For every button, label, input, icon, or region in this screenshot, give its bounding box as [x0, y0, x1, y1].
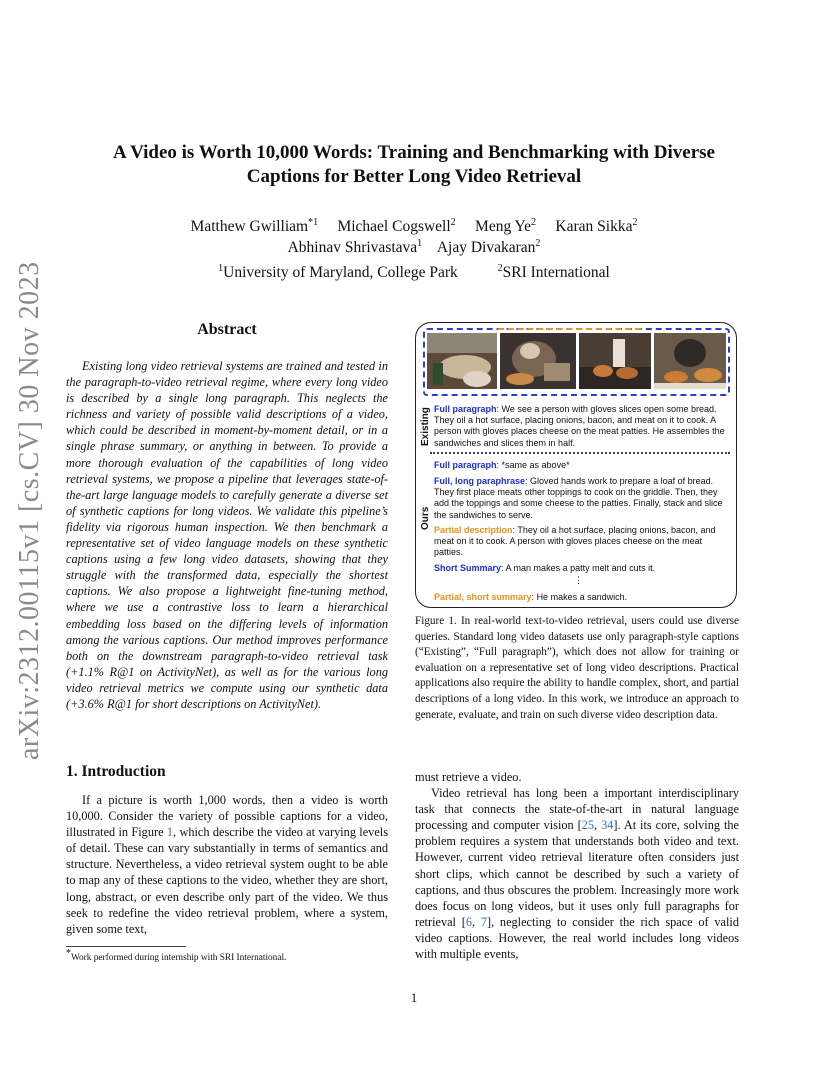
author-name: Matthew Gwilliam: [190, 218, 309, 235]
ours-paraphrase: Full, long paraphrase: Gloved hands work to prepare a loaf of bread. They first place meats other toppings to cook on the griddle. Then, they add the toppings and some cheese to the patties. Finally, stack and slice the sandwiches to serve.: [434, 476, 723, 520]
author-line-1: Matthew Gwilliam$^{*1}$ Michael Cogswell$^2$ Meng Ye$^2$ Karan Sikka$^2$: [190, 216, 638, 235]
affiliations: [60, 264, 768, 282]
figure-reference-link[interactable]: 1: [166, 825, 174, 840]
intro-paragraph: If a picture is worth 1,000 words, then a video is worth 10,000. Consider the variety of possible captions for a video, illustrated in Figure 1, which describe the video at varying levels of detail. These can vary substantially in terms of semantics and structure. Nevertheless, a video retrieval system ought to be able to map any of these captions to the video, whether they are short, long, abstract, or even describe only part of the video. We thus seek to redefine the video retrieval problem, where a system, given some text,: [66, 793, 388, 936]
existing-label: Existing: [420, 407, 431, 446]
citation-link[interactable]: 6: [465, 914, 472, 929]
abstract-text: Existing long video retrieval systems are trained and tested in the paragraph-to-video retrieval regime, where every long video is described by a single long paragraph. This neglects the richness and variety of possible valid descriptions of a video, which could be described in moment-by-moment detail, or in a single phrase summary, or anything in between. To provide a more thorough evaluation of the capabilities of long video retrieval systems, we propose a pipeline that leverages state-of-the-art large language models to carefully generate a diverse set of synthetic captions for long videos. We validate this pipeline’s fidelity via rigorous human inspection. We then benchmark a representative set of video language models on these synthetic captions using a few long video datasets, showing that they struggle with the transformed data, especially the shortest captions. We also propose a lightweight fine-tuning method, where we use a contrastive loss to learn a hierarchical embedding loss based on the differing levels of information among the various captions. Our method improves performance both on the downstream paragraph-to-video retrieval task (+1.1% R@1 on ActivityNet), as well as for the various long video retrieval metrics we compute using our synthetic data (+3.6% R@1 for short descriptions on ActivityNet).: [66, 359, 388, 711]
affiliation: $^2$SRI International: [497, 262, 610, 281]
author-list: [60, 216, 768, 258]
ellipsis: ⋮: [574, 575, 583, 585]
abstract-heading: Abstract: [197, 321, 257, 338]
author-name: Meng Ye: [475, 218, 532, 235]
author-name: Ajay Divakaran: [436, 239, 536, 256]
footnote-rule: [66, 946, 186, 947]
existing-full-paragraph: Full paragraph: We see a person with gloves slices open some bread. They oil a hot surface, placing onions, bacon, and meat on it to cook. A person with gloves places cheese on the meat patties. He assembles the sandwiches and slices them in half.: [434, 404, 725, 448]
full-video-bracket: [423, 328, 730, 396]
author-name: Abhinav Shrivastava: [287, 239, 418, 256]
citation-link[interactable]: 7: [480, 914, 487, 929]
citation-link[interactable]: 25: [581, 818, 595, 833]
author-name: Michael Cogswell: [337, 218, 451, 235]
affiliation: $^1$University of Maryland, College Park: [218, 262, 458, 281]
ours-short-summary: Short Summary: A man makes a patty melt and cuts it.: [434, 563, 656, 573]
continued-text: must retrieve a video.: [415, 770, 522, 784]
page-number: 1: [410, 990, 418, 1005]
right-column-body: [415, 769, 739, 962]
video-retrieval-paragraph: Video retrieval has long been a important interdisciplinary task that connects the state-of-the-art in natural language processing and computer vision [25, 34]. At its core, solving the problem requires a system that understands both video and text. However, current video retrieval literature often considers just short clips, which cannot be described by such a variety of captions, and thus obscures the problem. Increasingly more work does focus on long videos, but it uses only full paragraphs for retrieval [6, 7], neglecting to consider the rich space of valid video captions. However, the real world includes long videos with multiple events,: [415, 786, 739, 962]
paper-title: [60, 141, 768, 189]
section-heading-introduction: 1. Introduction: [66, 763, 166, 780]
ours-full-paragraph: Full paragraph: *same as above*: [434, 460, 570, 470]
figure-caption: Figure 1. In real-world text-to-video retrieval, users could use diverse queries. Standard long video datasets use only paragraph-style captions (“Existing”, “Full paragraph”), which does not allow for training or evaluation on a representative set of long video descriptions. Practical applications also require the ability to handle complex, short, and partial descriptions of a long video. In this work, we introduce an approach to generate, evaluate, and train on such diverse video description data.: [415, 615, 739, 721]
ours-partial-short-summary: Partial, short summary: He makes a sandwich.: [434, 592, 628, 602]
ours-label: Ours: [420, 506, 431, 530]
title-line-2: Captions for Better Long Video Retrieval: [246, 166, 582, 187]
title-line-1: A Video is Worth 10,000 Words: Training and Benchmarking with Diverse: [113, 142, 715, 163]
section-divider: [430, 452, 730, 454]
citation-link[interactable]: 34: [601, 818, 614, 833]
partial-video-bracket: [498, 328, 641, 334]
author-line-2: Abhinav Shrivastava$^1$ Ajay Divakaran$^2$: [287, 237, 541, 256]
author-name: Karan Sikka: [555, 218, 633, 235]
arxiv-identifier: arXiv:2312.00115v1 [cs.CV] 30 Nov 2023: [14, 261, 45, 760]
ours-partial-description: Partial description: They oil a hot surface, placing onions, bacon, and meat on it to cook. A person with gloves places cheese on the meat patties.: [434, 525, 716, 558]
footnote: *Work performed during internship with SRI International.: [66, 947, 287, 963]
